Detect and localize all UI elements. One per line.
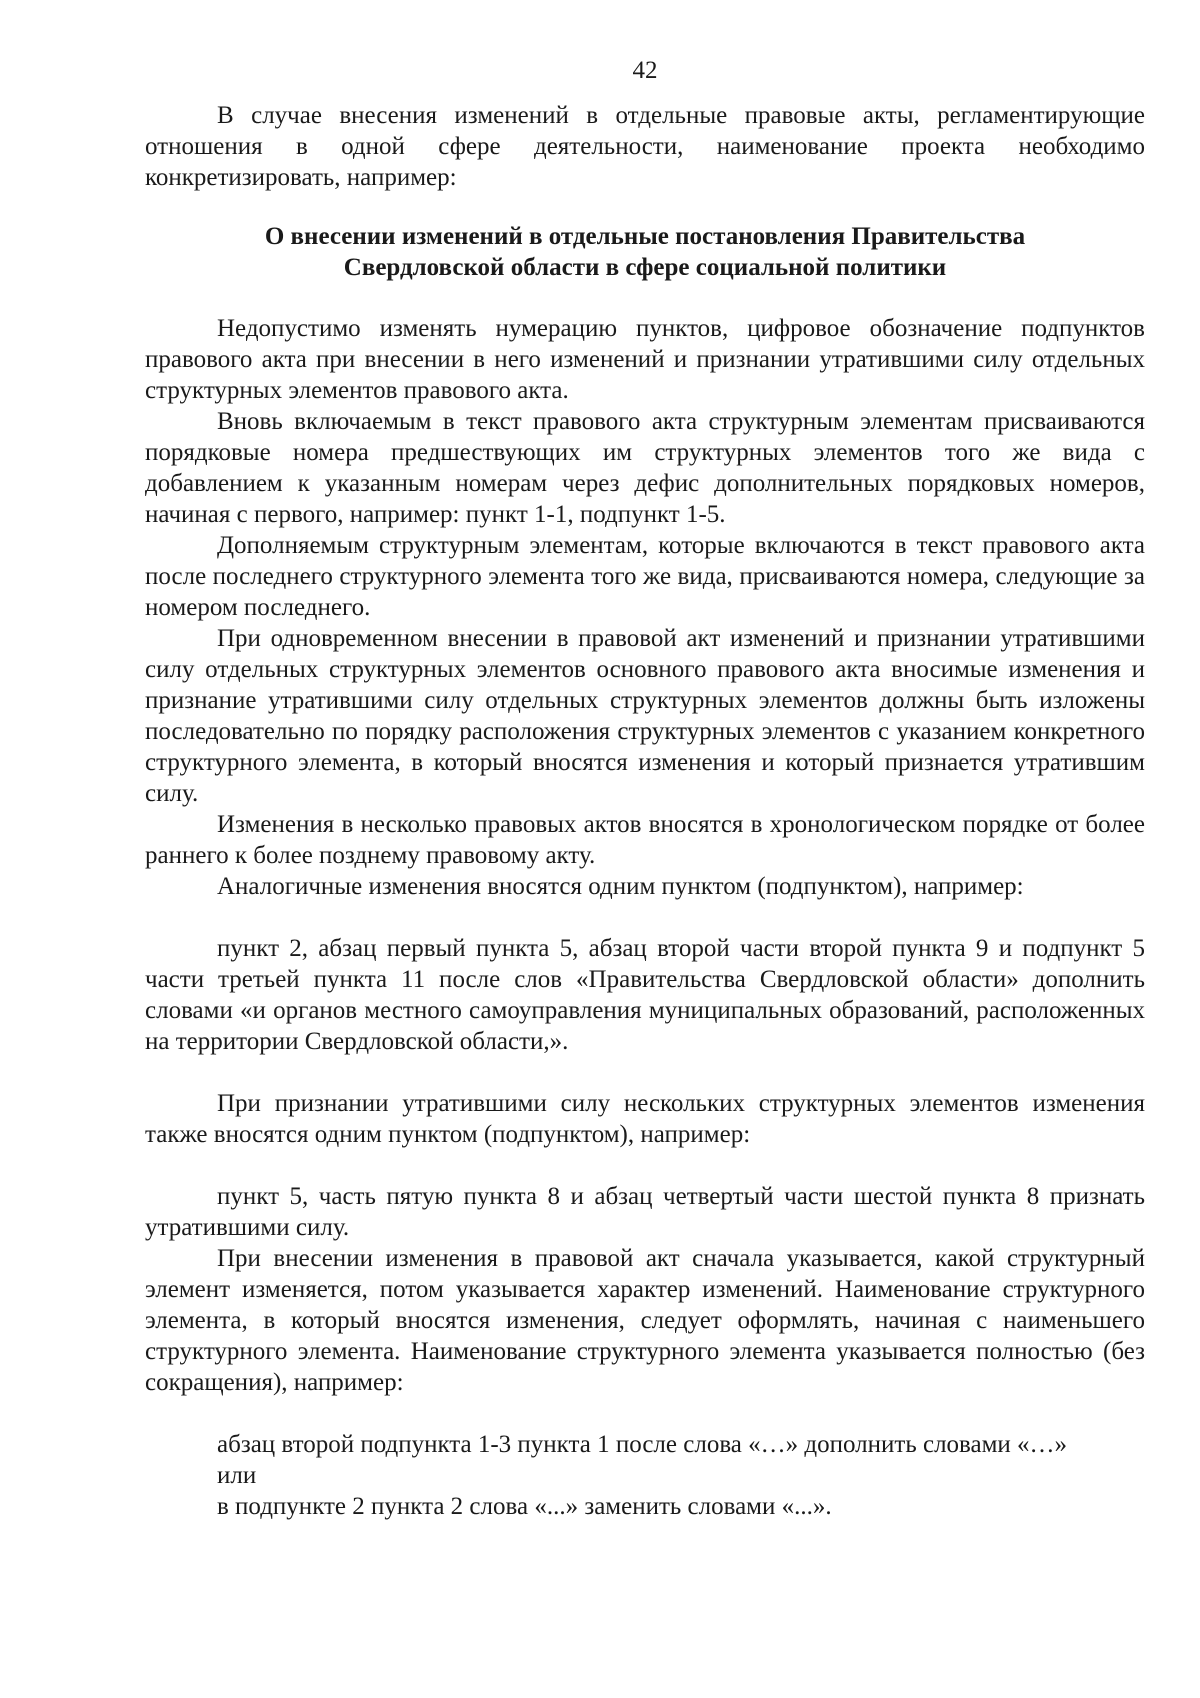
- example-title: [145, 221, 1145, 283]
- example-similar-changes: пункт 2, абзац первый пункта 5, абзац второй части второй пункта 9 и подпункт 5 части третьей пункта 11 после слов «Правительства Свердловской области» дополнить словами «и органов местного самоуправления муниципальных образований, расположенных на территории Свердловской области,».: [145, 935, 1145, 1055]
- example-repeal: пункт 5, часть пятую пункта 8 и абзац четвертый части шестой пункта 8 признать утратившими силу.: [145, 1183, 1145, 1241]
- paragraph-change-order: При внесении изменения в правовой акт сначала указывается, какой структурный элемент изменяется, потом указывается характер изменений. Наименование структурного элемента, в который вносятся изменения, следует оформлять, начиная с наименьшего структурного элемента. Наименование структурного элемента указывается полностью (без сокращения), например:: [145, 1245, 1145, 1396]
- example-replace-words: в подпункте 2 пункта 2 слова «...» заменить словами «...».: [217, 1493, 832, 1520]
- intro-paragraph: В случае внесения изменений в отдельные правовые акты, регламентирующие отношения в одной сфере деятельности, наименование проекта необходимо конкретизировать, например:: [145, 102, 1145, 191]
- example-or: или: [217, 1462, 257, 1489]
- example-title-line-1: О внесении изменений в отдельные постановления Правительства: [264, 223, 1026, 250]
- example-add-words: абзац второй подпункта 1-3 пункта 1 после слова «…» дополнить словами «…»: [217, 1431, 1068, 1458]
- page-number: 42: [632, 57, 658, 84]
- paragraph-simultaneous-changes: При одновременном внесении в правовой акт изменений и признании утратившими силу отдельных структурных элементов основного правового акта вносимые изменения и признание утратившими силу отдельных структурных элементов должны быть изложены последовательно по порядку расположения структурных элементов с указанием конкретного структурного элемента, в который вносятся изменения и который признается утратившим силу.: [145, 625, 1145, 807]
- paragraph-new-elements: Вновь включаемым в текст правового акта структурным элементам присваиваются порядковые номера предшествующих им структурных элементов того же вида с добавлением к указанным номерам через дефис дополнительных порядковых номеров, начиная с первого, например: пункт 1-1, подпункт 1-5.: [145, 408, 1145, 528]
- document-page: [145, 55, 1145, 1522]
- paragraph-similar-changes: Аналогичные изменения вносятся одним пунктом (подпунктом), например:: [217, 873, 1024, 900]
- example-title-line-2: Свердловской области в сфере социальной политики: [343, 254, 947, 281]
- paragraph-appended-elements: Дополняемым структурным элементам, которые включаются в текст правового акта после последнего структурного элемента того же вида, присваиваются номера, следующие за номером последнего.: [145, 532, 1145, 621]
- paragraph-repeal: При признании утратившими силу нескольких структурных элементов изменения также вносятся одним пунктом (подпунктом), например:: [145, 1090, 1145, 1148]
- paragraph-numbering: Недопустимо изменять нумерацию пунктов, цифровое обозначение подпунктов правового акта при внесении в него изменений и признании утратившими силу отдельных структурных элементов правового акта.: [145, 315, 1145, 404]
- paragraph-chronological-order: Изменения в несколько правовых актов вносятся в хронологическом порядке от более раннего к более позднему правовому акту.: [145, 811, 1145, 869]
